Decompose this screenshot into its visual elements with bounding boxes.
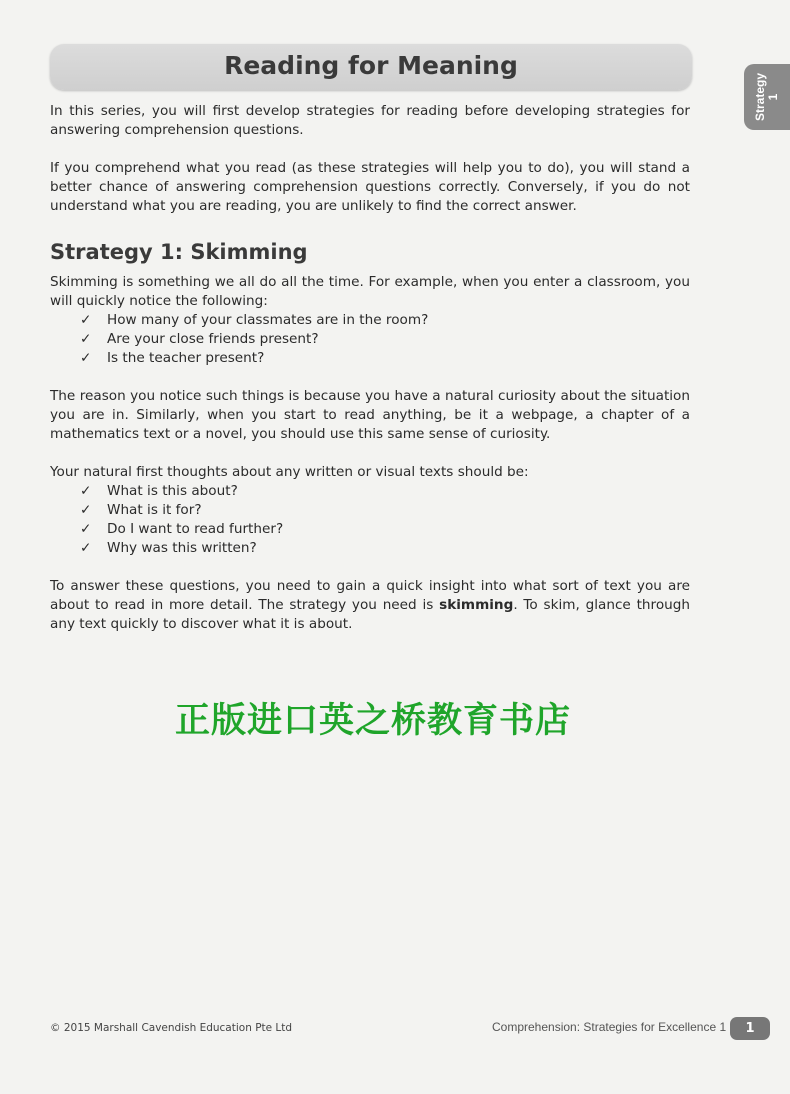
paragraph: The reason you notice such things is because you have a natural curiosity about the situation you are in. Similarly, when you start to read anything, be it a webpage, a chapter of a mathematics text or a novel, you should use this same sense of curiosity.	[50, 388, 690, 442]
chapter-tab-label: Strategy	[753, 72, 767, 122]
book-title: Comprehension: Strategies for Excellence 1	[492, 1020, 727, 1034]
check-icon: ✓	[80, 331, 92, 347]
list-item	[80, 520, 690, 539]
list-item-text: What is this about?	[107, 483, 238, 499]
list-item	[80, 501, 690, 520]
chapter-tab-number: 1	[766, 93, 780, 101]
list-item	[80, 539, 690, 558]
paragraph: Your natural first thoughts about any written or visual texts should be:	[50, 464, 529, 480]
intro-paragraph: In this series, you will first develop strategies for reading before developing strategies for answering comprehension questions.	[50, 103, 690, 138]
text: To answer these questions, you need to gain a quick insight into what sort of text you are about to read in more detail. The strategy you need is	[50, 578, 690, 613]
chapter-tab	[744, 64, 790, 130]
list-item-text: Do I want to read further?	[107, 521, 284, 537]
list-item	[80, 482, 690, 501]
keyword: skimming	[439, 597, 514, 613]
check-icon: ✓	[80, 540, 92, 556]
watermark: 正版进口英之桥教育书店	[175, 701, 572, 741]
list-item	[80, 311, 690, 330]
paragraph	[50, 577, 690, 634]
list-item-text: How many of your classmates are in the room?	[107, 312, 429, 328]
page-body	[50, 102, 690, 653]
page-number: 1	[730, 1017, 770, 1040]
check-icon: ✓	[80, 483, 92, 499]
list-item-text: What is it for?	[107, 502, 202, 518]
chapter-tab-text	[754, 73, 780, 121]
check-icon: ✓	[80, 521, 92, 537]
checklist	[50, 482, 690, 558]
list-item-text: Is the teacher present?	[107, 350, 265, 366]
intro-paragraph: If you comprehend what you read (as these strategies will help you to do), you will stand a better chance of answering comprehension questions correctly. Conversely, if you do not understand what you are reading, you are unlikely to find the correct answer.	[50, 160, 690, 214]
list-item-text: Are your close friends present?	[107, 331, 319, 347]
title-banner	[50, 44, 692, 90]
check-icon: ✓	[80, 350, 92, 366]
checklist	[50, 311, 690, 368]
check-icon: ✓	[80, 502, 92, 518]
list-item-text: Why was this written?	[107, 540, 257, 556]
section-heading: Strategy 1: Skimming	[50, 240, 308, 264]
page-title: Reading for Meaning	[224, 51, 518, 80]
list-item	[80, 349, 690, 368]
copyright: © 2015 Marshall Cavendish Education Pte Ltd	[50, 1022, 293, 1034]
list-item	[80, 330, 690, 349]
text: . To skim, glance through any text quickly to discover what it is about.	[50, 597, 691, 632]
paragraph: Skimming is something we all do all the time. For example, when you enter a classroom, you will quickly notice the following:	[50, 274, 690, 309]
check-icon: ✓	[80, 312, 92, 328]
